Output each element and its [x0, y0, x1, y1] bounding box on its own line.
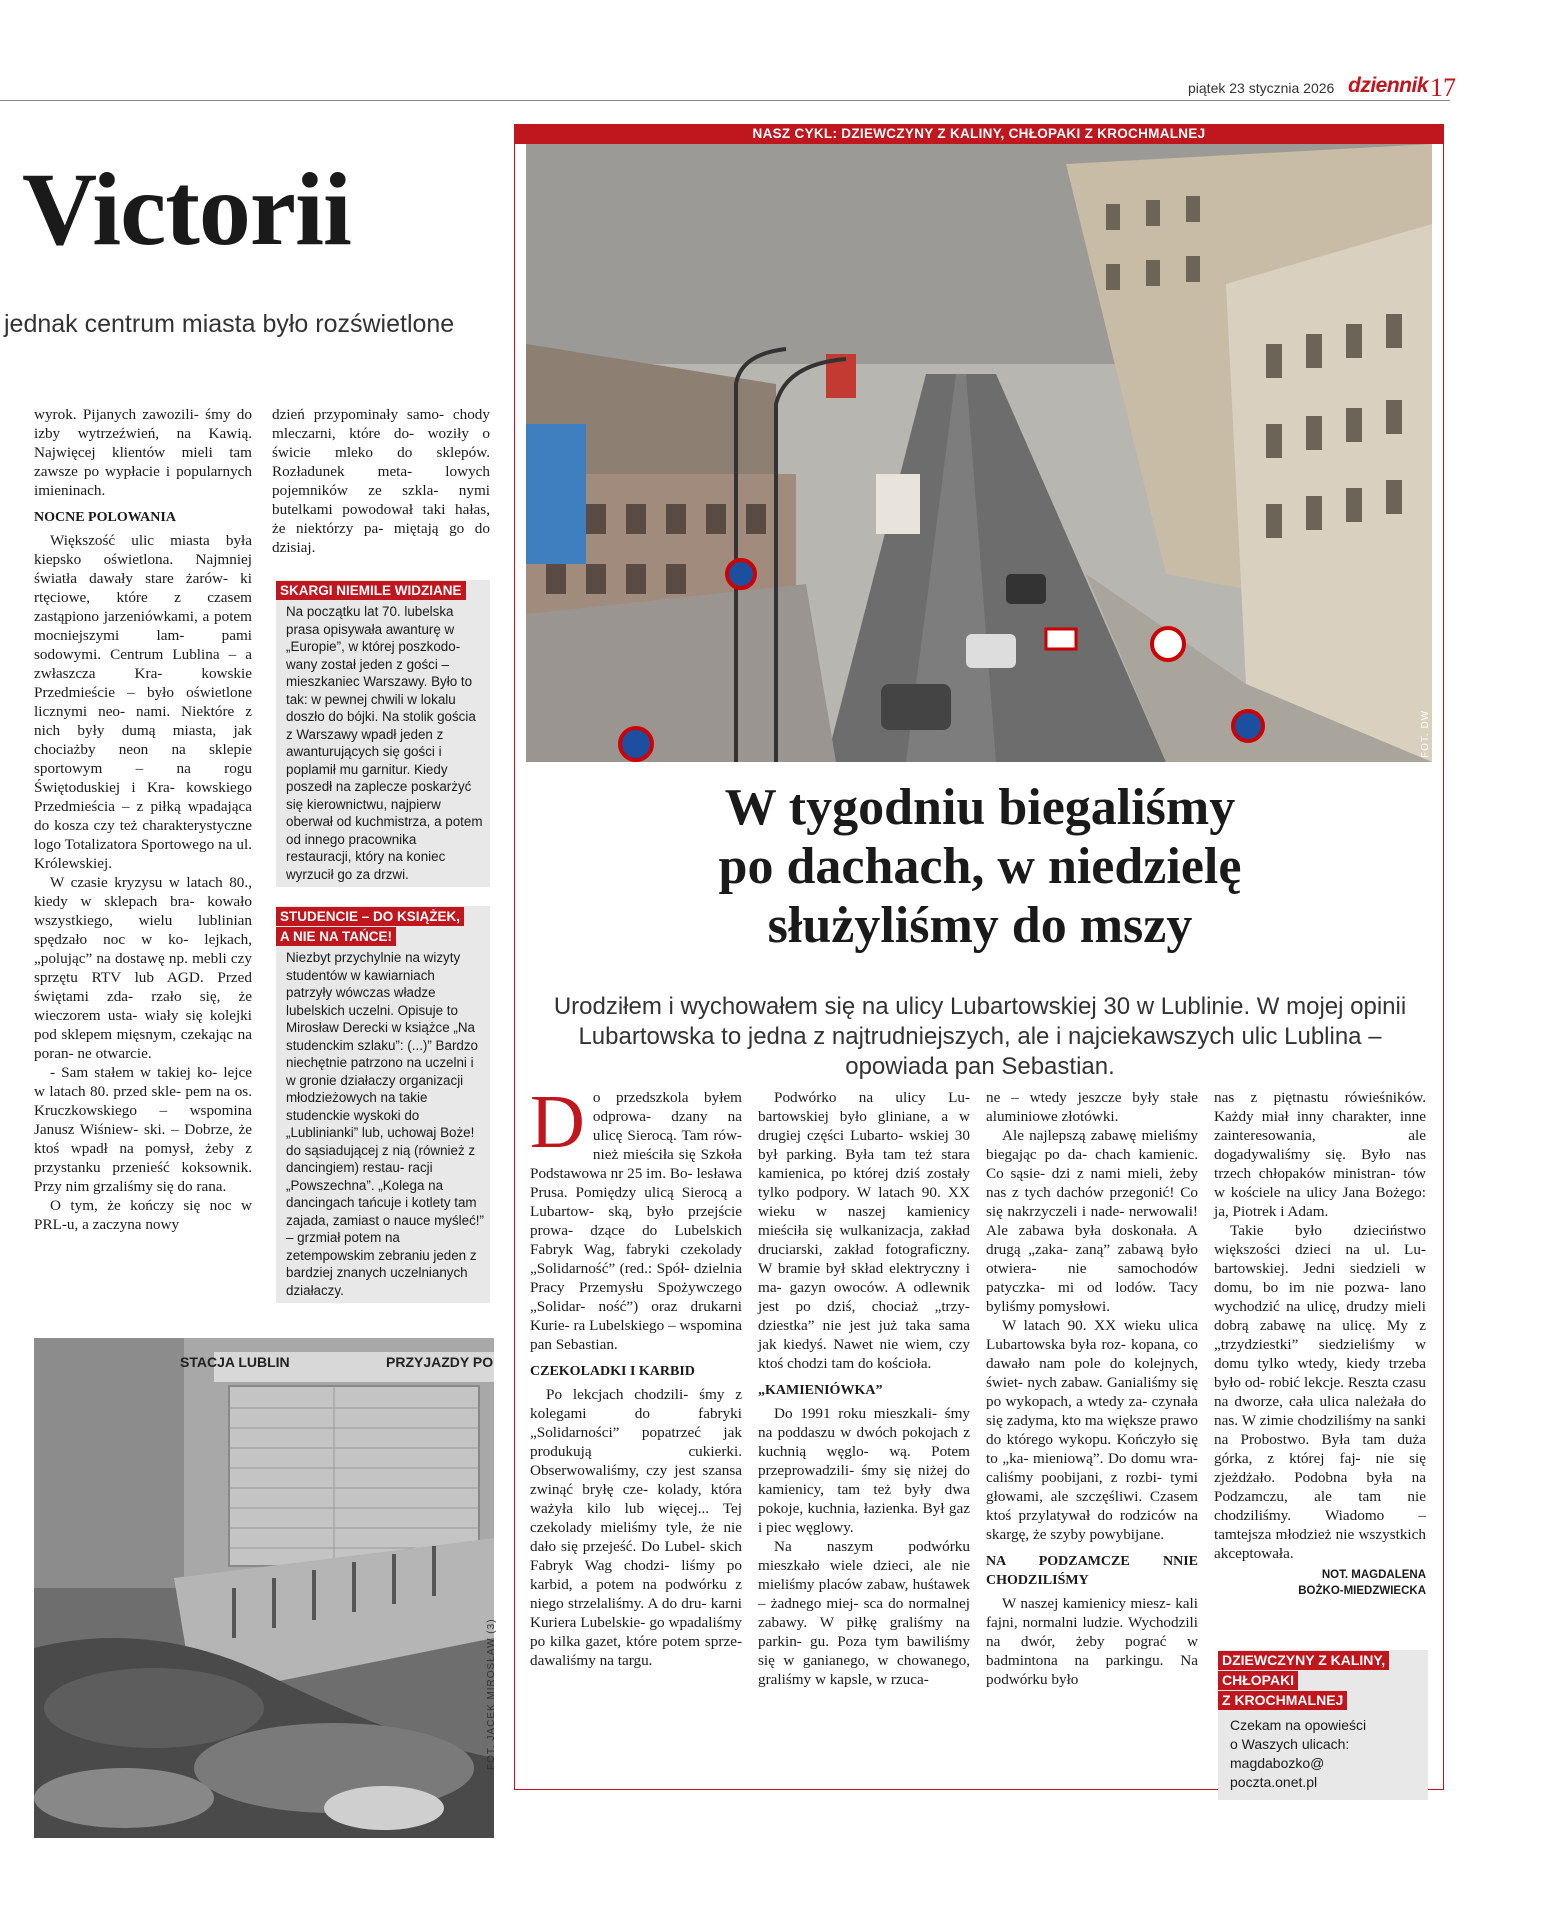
- bottom-photo-credit: FOT. JACEK MIROSŁAW (3): [486, 1618, 497, 1770]
- sidebar-title: SKARGI NIEMILE WIDZIANE: [276, 581, 466, 600]
- paragraph: o przedszkola byłem odprowa- dzany na ulicę Sierocą. Tam rów- nież mieściła się Szkoła Podstawowa nr 25 im. Bo- lesława Prusa. Pomiędzy ulicą Sierocą a Lubartow- ską, było przejście prowa- dzące do Lubelskich Fabryk Wag, fabryki czekolady „Solidarność” (red.: Spół- dzielnia Pracy Przemysłu Spożywczego „Solidar- ność”) oraz drukarni Kurie- ra Lubelskiego – wspomina pan Sebastian.: [530, 1089, 742, 1353]
- sidebar-body: Niezbyt przychylnie na wizyty studentów w kawiarniach patrzyły wówczas władze lubelskich uczelni. Opisuje to Mirosław Derecki w książce „Na studenckim szlaku”: (...)” Bardzo niechętnie patrzono na uczelni i w gronie działaczy organizacji młodzieżowych na takie studenckie wyskoki do „Lublinianki” lub, uchowaj Boże! do sąsiadującej z nią (również z dancingiem) restau- racji „Powszechna”. „Kolega na dancingach tańcuje i kotlety tam zajada, zamiast o nauce myśleć!” – grzmiał potem na zetempowskim zebraniu jeden z bardziej znanych uczelnianych działaczy.: [286, 950, 484, 1298]
- paragraph: W czasie kryzysu w latach 80., kiedy w sklepach bra- kowało wszystkiego, wielu lublinian spędzało noc w ko- lejkach, „polując” na dostawę np. mebli czy sprzętu RTV lub AGD. Przed świętami zda- rzało się, że wieczorem usta- wiały się kolejki pod sklepem mięsnym, czekając na poran- ne otwarcie.: [34, 874, 252, 1062]
- paragraph: O tym, że kończy się noc w PRL-u, a zaczyna nowy: [34, 1197, 252, 1233]
- dropcap: D: [530, 1080, 585, 1164]
- byline-line-2: BOŻKO-MIEDZWIECKA: [1298, 1585, 1426, 1597]
- section-heading: NOCNE POLOWANIA: [34, 510, 176, 525]
- main-headline: [530, 778, 1430, 955]
- station-sign-2: PRZYJAZDY PO: [386, 1354, 494, 1370]
- headline-line-1: W tygodniu biegaliśmy: [724, 779, 1236, 836]
- right-column-2: [758, 1088, 970, 1689]
- box-title-line1: DZIEWCZYNY Z KALINY,: [1218, 1651, 1389, 1670]
- headline-line-2: po dachach, w niedzielę: [718, 838, 1242, 895]
- newspaper-logo: dziennik: [1348, 74, 1429, 97]
- paragraph: Po lekcjach chodzili- śmy z kolegami do fabryki „Solidarności” popatrzeć jak produkują cukierki. Obserwowaliśmy, czy jest szansa zwinąć bryłę cze- kolady, która ważyła kilo lub więcej... Tej czekolady mieliśmy tyle, że nie dało się przejeść. Do Lubel- skich Fabryk Wag chodzi- liśmy po karbid, a potem na podwórku z niego strzelaliśmy. A do dru- karni Kuriera Lubelskie- go wpadaliśmy po kilka gazet, które potem sprze- dawaliśmy na targu.: [530, 1386, 742, 1669]
- paragraph: wyrok. Pijanych zawozili- śmy do izby wytrzeźwień, na Kawią. Najwięcej klientów mieli tam zawsze po wypłacie i popularnych imieninach.: [34, 406, 252, 499]
- main-lead: Urodziłem i wychowałem się na ulicy Lubartowskiej 30 w Lublinie. W mojej opinii Lubartowska to jedna z najtrudniejszych, ale i najciekawszych ulic Lublina – opowiada pan Sebastian.: [553, 993, 1407, 1080]
- paragraph: W naszej kamienicy miesz- kali fajni, normalni ludzie. Wychodzili na dwór, żeby pograć w badmintona na parkingu. Na podwórku było: [986, 1595, 1198, 1688]
- paragraph: W latach 90. XX wieku ulica Lubartowska była roz- kopana, co dawało nam pole do kolejnych, świet- nych zabaw. Ganialiśmy się po wykopach, a wtedy za- czynała się zadyma, kto ma większe prawo do którego wykopu. Kończyło się to „ka- mieniową”. Do domu wra- caliśmy poobijani, z rozbi- tymi głowami, ale szczęśliwi. Czasem ktoś przylatywał do rodziców na skargę, że szyby powybijane.: [986, 1317, 1198, 1543]
- street-photo: [526, 144, 1432, 762]
- header-rule: [0, 100, 1450, 101]
- paragraph: - Sam stałem w takiej ko- lejce w latach 80. przed skle- pem na os. Kruczkowskiego – wspomina Janusz Wiśniew- ski. – Dobrze, że ktoś wpadł na pomysł, żeby z przystanku przenieść koksownik. Przy nim grzaliśmy się do rana.: [34, 1064, 252, 1195]
- right-column-3: [986, 1088, 1198, 1689]
- section-heading: „KAMIENIÓWKA”: [758, 1383, 883, 1398]
- box-title-line3: Z KROCHMALNEJ: [1218, 1691, 1347, 1710]
- sidebar-title-line1: STUDENCIE – DO KSIĄŻEK,: [276, 907, 464, 926]
- box-body: Czekam na opowieści o Waszych ulicach: magdabozko@ poczta.onet.pl: [1230, 1717, 1367, 1790]
- sidebar-body: Na początku lat 70. lubelska prasa opisywała awanturę w „Europie”, w której poszkodo- wany został jeden z gości – mieszkaniec Warszawy. Było to tak: w pewnej chwili w lokalu doszło do bójki. Na stolik gościa z Warszawy wpadł jeden z awanturujących się gości i poplamił mu garnitur. Kiedy poszedł na zaplecze poskarżyć się kierownictwu, najpierw oberwał od kuchmistrza, a potem od innego pracownika restauracji, który na koniec wyrzucił go za drzwi.: [286, 604, 483, 882]
- series-contact-box: [1218, 1650, 1428, 1800]
- byline-line-1: NOT. MAGDALENA: [1321, 1569, 1426, 1581]
- series-band: NASZ CYKL: DZIEWCZYNY Z KALINY, CHŁOPAKI Z KROCHMALNEJ: [514, 124, 1444, 144]
- street-photo-illustration: [526, 144, 1432, 762]
- paragraph: nas z piętnastu rówieśników. Każdy miał inny charakter, inne zainteresowania, ale dogadywaliśmy się. Było nas trzech chłopaków ministran- tów w kościele na ulicy Jana Bożego: ja, Piotrek i Adam.: [1214, 1089, 1426, 1220]
- paragraph: Większość ulic miasta była kiepsko oświetlona. Najmniej światła dawały stare żarów- ki rtęciowe, które z czasem zastąpiono jarzeniówkami, a potem mocniejszymi lam- pami sodowymi. Centrum Lublina – a zwłaszcza Kra- kowskie Przedmieście – było oświetlone licznymi neo- nami. Niektóre z nich były dumą miasta, jak chociażby neon na sklepie sportowym – na rogu Świętoduskiej i Kra- kowskiego Przedmieścia – z piłką wpadająca do kosza czy też charakterystyczne logo Totalizatora Sportowego na ul. Królewskiej.: [34, 532, 252, 872]
- headline-line-3: służyliśmy do mszy: [767, 897, 1193, 954]
- left-article-subtitle: jednak centrum miasta było rozświetlone: [4, 310, 455, 338]
- station-sign-1: STACJA LUBLIN: [180, 1354, 290, 1370]
- left-article-title: Victorii: [22, 152, 351, 267]
- page-number: 17: [1430, 73, 1456, 102]
- section-heading: CZEKOLADKI I KARBID: [530, 1364, 695, 1379]
- right-column-4: [1214, 1088, 1426, 1599]
- paragraph: Podwórko na ulicy Lu- bartowskiej było gliniane, a w drugiej części Lubarto- wskiej 30 był parking. Była tam też stara kamienica, po której dziś zostały tylko podpory. W latach 90. XX wieku w naszej kamienicy mieściła się wulkanizacja, zakład druciarski, zakład fotograficzny. W bramie był skład elektryczny i ma- gazyn owoców. A odlewnik jest po dziś, chociaż „trzy- dziestka” nie jest już taka sama jak kiedyś. Nawet nie wiem, czy ktoś chodzi tam do kościoła.: [758, 1089, 970, 1372]
- sidebar-students: [276, 906, 490, 1303]
- paragraph: Ale najlepszą zabawę mieliśmy biegając po da- chach kamienic. Co sąsie- dzi z nami mieli, żeby nas z tych dachów przegonić! Co się nakrzyczeli i nade- nerwowali! Ale zabawa była doskonała. A drugą „zaka- zaną” zabawą było otwiera- nie samochodów patyczka- mi od lodów. Tacy byliśmy pomysłowi.: [986, 1127, 1198, 1315]
- paragraph: Na naszym podwórku mieszkało wiele dzieci, ale nie mieliśmy placów zabaw, huśtawek – żadnego miej- sca do normalnej zabawy. W piłkę graliśmy na parkin- gu. Poza tym bawiliśmy się w ganianego, w chowanego, graliśmy w kapsle, w rzuca-: [758, 1538, 970, 1688]
- main-photo-credit: FOT. DW: [1420, 709, 1431, 758]
- sidebar-complaints: [276, 580, 490, 887]
- paragraph: Takie było dzieciństwo większości dzieci na ul. Lu- bartowskiej. Jedni siedzieli w domu, bo im nie pozwa- lano wychodzić na ulicę, drudzy mieli dobrą zabawę na ulicę. My z „trzydziestki” siedzieliśmy w domu tylko wtedy, kiedy trzeba było od- robić lekcje. Reszta czasu na dworze, cała ulica należała do nas. W zimie chodziliśmy na sanki na Probostwo. Była tam duża górka, z której faj- nie się zjeżdżało. Podobna była na Podzamczu, ale tam nie chodziliśmy. Wiadomo – tamtejsza młodzież nie wszystkich akceptowała.: [1214, 1222, 1426, 1562]
- right-column-1: [530, 1080, 742, 1670]
- station-photo: [34, 1338, 494, 1838]
- paragraph: dzień przypominały samo- chody mleczarni, które do- woziły o świcie mleko do sklepów. Rozładunek meta- lowych pojemników ze szkla- nymi butelkami powodował taki hałas, że niektórzy pa- miętają go do dzisiaj.: [272, 406, 490, 556]
- left-column-2: [272, 405, 490, 557]
- station-photo-illustration: [34, 1338, 494, 1838]
- sidebar-title-line2: A NIE NA TAŃCE!: [276, 927, 396, 946]
- paragraph: ne – wtedy jeszcze były stałe aluminiowe złotówki.: [986, 1089, 1198, 1125]
- issue-date: piątek 23 stycznia 2026: [1188, 80, 1335, 96]
- left-column-1: [34, 405, 252, 1234]
- byline: [1214, 1567, 1426, 1599]
- section-heading: NA PODZAMCZE NNIE CHODZILIŚMY: [986, 1554, 1198, 1588]
- paragraph: Do 1991 roku mieszkali- śmy na poddaszu w dwóch pokojach z kuchnią węglo- wą. Potem przeprowadzili- śmy się niżej do kamienicy, tam też były dwa pokoje, kuchnia, łazienka. Był gaz i piec węglowy.: [758, 1405, 970, 1536]
- box-title-line2: CHŁOPAKI: [1218, 1671, 1298, 1690]
